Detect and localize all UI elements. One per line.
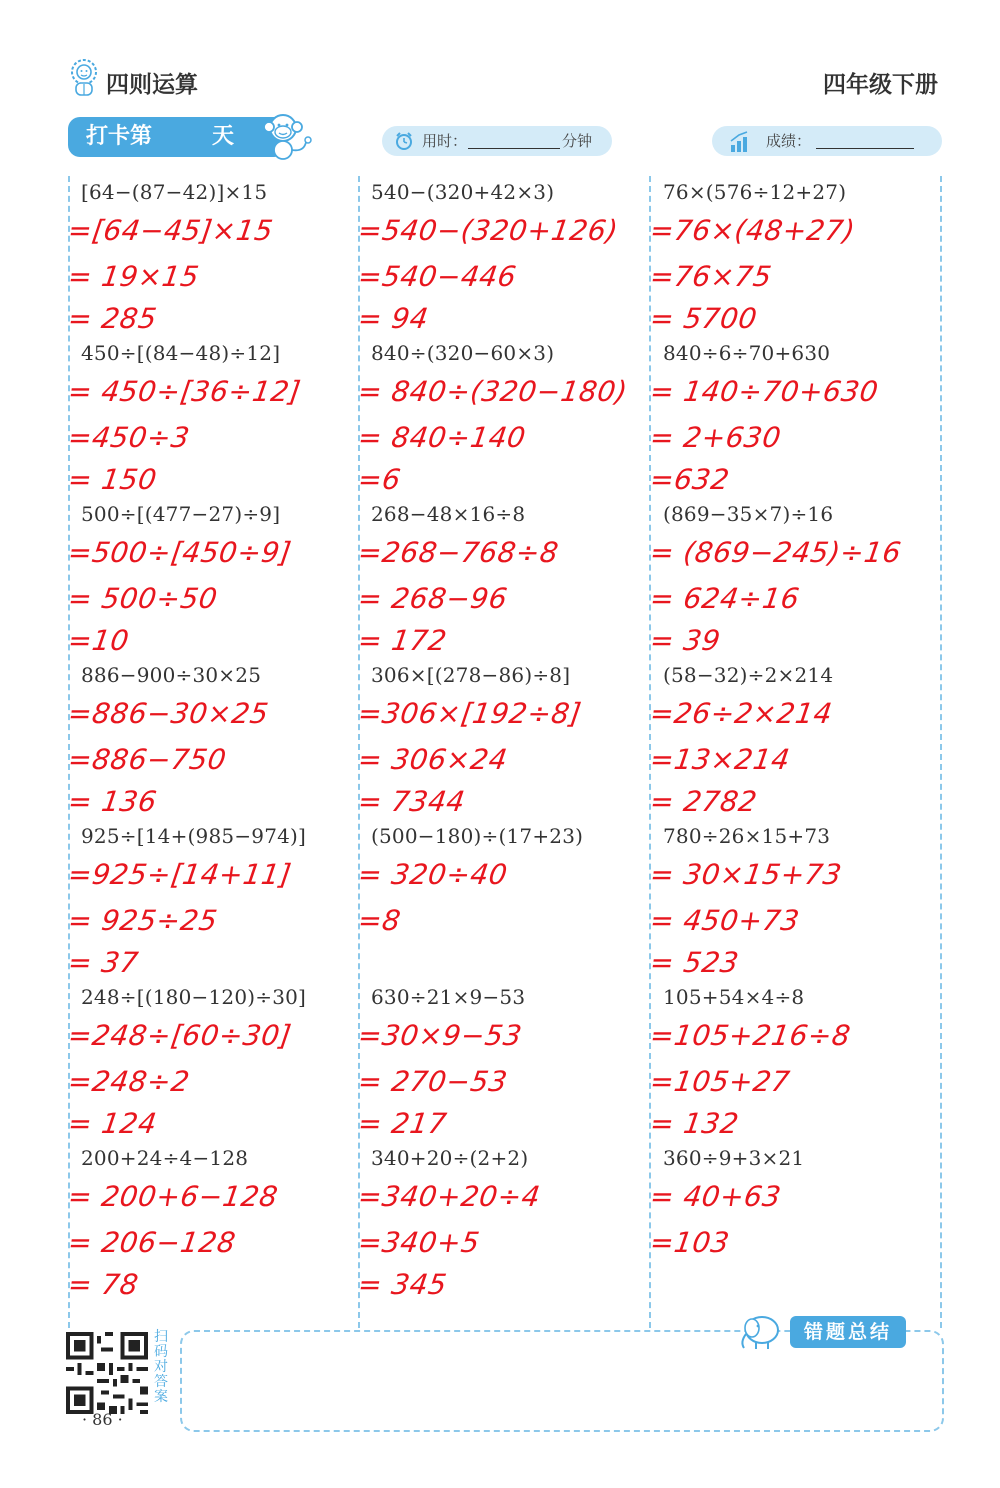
handwritten-step: =105+216÷8 xyxy=(648,1019,853,1052)
handwritten-step: = 285 xyxy=(66,302,159,335)
qr-caption: 扫码对答案 xyxy=(154,1329,168,1405)
problem-expression: 500÷[(477−27)÷9] xyxy=(81,502,281,526)
problem-expression: 450÷[(84−48)÷12] xyxy=(81,341,281,365)
lion-mascot-icon xyxy=(66,58,102,98)
handwritten-step: = (869−245)÷16 xyxy=(648,536,904,569)
problem-expression: 200+24÷4−128 xyxy=(81,1146,249,1170)
handwritten-step: = 306×24 xyxy=(356,743,510,776)
handwritten-step: = 132 xyxy=(648,1107,741,1140)
error-summary-label: 错题总结 xyxy=(790,1316,906,1348)
problem-expression: 306×[(278−86)÷8] xyxy=(371,663,571,687)
handwritten-step: =340+5 xyxy=(356,1226,482,1259)
handwritten-step: =450÷3 xyxy=(66,421,192,454)
checkin-banner xyxy=(68,117,280,157)
handwritten-step: = 172 xyxy=(356,624,449,657)
section-title: 四则运算 xyxy=(106,72,198,98)
problem-expression: 840÷(320−60×3) xyxy=(371,341,555,365)
monkey-mascot-icon xyxy=(256,110,314,162)
score-label: 成绩： xyxy=(766,132,812,150)
page-number: · 86 · xyxy=(82,1410,123,1429)
column-divider xyxy=(940,176,942,1328)
handwritten-step: = 217 xyxy=(356,1107,449,1140)
handwritten-step: =540−446 xyxy=(356,260,519,293)
handwritten-step: = 30×15+73 xyxy=(648,858,844,891)
handwritten-step: =268−768÷8 xyxy=(356,536,561,569)
problem-expression: 630÷21×9−53 xyxy=(371,985,526,1009)
handwritten-step: = 206−128 xyxy=(66,1226,238,1259)
problem-expression: 840÷6÷70+630 xyxy=(663,341,831,365)
handwritten-step: =500÷[450÷9] xyxy=(66,536,294,569)
handwritten-step: = 500÷50 xyxy=(66,582,220,615)
time-field[interactable] xyxy=(382,126,612,156)
handwritten-step: =26÷2×214 xyxy=(648,697,835,730)
checkin-prefix: 打卡第 xyxy=(86,124,153,149)
handwritten-step: =[64−45]×15 xyxy=(66,214,276,247)
handwritten-step: = 200+6−128 xyxy=(66,1180,281,1213)
handwritten-step: =632 xyxy=(648,463,732,496)
problem-expression: 780÷26×15+73 xyxy=(663,824,831,848)
handwritten-step: = 37 xyxy=(66,946,141,979)
handwritten-step: =8 xyxy=(356,904,403,937)
problem-expression: 248÷[(180−120)÷30] xyxy=(81,985,307,1009)
handwritten-step: = 124 xyxy=(66,1107,159,1140)
handwritten-step: =340+20÷4 xyxy=(356,1180,543,1213)
problem-expression: [64−(87−42)]×15 xyxy=(81,180,268,204)
handwritten-step: =105+27 xyxy=(648,1065,793,1098)
score-blank[interactable] xyxy=(816,148,914,149)
elephant-mascot-icon xyxy=(734,1308,790,1352)
handwritten-step: =76×75 xyxy=(648,260,774,293)
handwritten-step: =925÷[14+11] xyxy=(66,858,294,891)
handwritten-step: =30×9−53 xyxy=(356,1019,525,1052)
alarm-clock-icon xyxy=(394,131,414,151)
handwritten-step: =76×(48+27) xyxy=(648,214,858,247)
time-blank[interactable] xyxy=(468,148,560,149)
handwritten-step: = 925÷25 xyxy=(66,904,220,937)
problem-expression: 886−900÷30×25 xyxy=(81,663,262,687)
handwritten-step: =6 xyxy=(356,463,403,496)
problem-expression: (869−35×7)÷16 xyxy=(663,502,834,526)
handwritten-step: =306×[192÷8] xyxy=(356,697,584,730)
problem-expression: 540−(320+42×3) xyxy=(371,180,555,204)
checkin-suffix: 天 xyxy=(212,124,235,149)
handwritten-step: = 94 xyxy=(356,302,431,335)
score-field[interactable] xyxy=(712,126,942,156)
handwritten-step: =248÷2 xyxy=(66,1065,192,1098)
handwritten-step: = 320÷40 xyxy=(356,858,510,891)
handwritten-step: =248÷[60÷30] xyxy=(66,1019,294,1052)
handwritten-step: = 345 xyxy=(356,1268,449,1301)
handwritten-step: = 2+630 xyxy=(648,421,784,454)
handwritten-step: =103 xyxy=(648,1226,732,1259)
grade-label: 四年级下册 xyxy=(823,72,938,98)
time-unit: 分钟 xyxy=(562,132,593,150)
handwritten-step: = 270−53 xyxy=(356,1065,510,1098)
problem-expression: 360÷9+3×21 xyxy=(663,1146,805,1170)
problem-expression: 268−48×16÷8 xyxy=(371,502,526,526)
handwritten-step: = 840÷(320−180) xyxy=(356,375,630,408)
handwritten-step: = 450+73 xyxy=(648,904,802,937)
handwritten-step: =886−750 xyxy=(66,743,229,776)
handwritten-step: = 140÷70+630 xyxy=(648,375,881,408)
problem-expression: (58−32)÷2×214 xyxy=(663,663,834,687)
handwritten-step: =886−30×25 xyxy=(66,697,271,730)
bar-chart-icon xyxy=(728,129,752,153)
handwritten-step: = 624÷16 xyxy=(648,582,802,615)
handwritten-step: = 840÷140 xyxy=(356,421,528,454)
problem-expression: 925÷[14+(985−974)] xyxy=(81,824,307,848)
handwritten-step: = 268−96 xyxy=(356,582,510,615)
qr-code[interactable] xyxy=(66,1332,148,1414)
handwritten-step: =540−(320+126) xyxy=(356,214,621,247)
handwritten-step: = 450÷[36÷12] xyxy=(66,375,303,408)
problem-expression: 76×(576÷12+27) xyxy=(663,180,847,204)
handwritten-step: = 5700 xyxy=(648,302,760,335)
handwritten-step: =13×214 xyxy=(648,743,793,776)
handwritten-step: = 523 xyxy=(648,946,741,979)
handwritten-step: = 39 xyxy=(648,624,723,657)
problem-expression: (500−180)÷(17+23) xyxy=(371,824,584,848)
handwritten-step: =10 xyxy=(66,624,132,657)
handwritten-step: = 150 xyxy=(66,463,159,496)
handwritten-step: = 40+63 xyxy=(648,1180,784,1213)
handwritten-step: = 2782 xyxy=(648,785,760,818)
handwritten-step: = 19×15 xyxy=(66,260,202,293)
handwritten-step: = 136 xyxy=(66,785,159,818)
handwritten-step: = 78 xyxy=(66,1268,141,1301)
problem-expression: 340+20÷(2+2) xyxy=(371,1146,529,1170)
problem-expression: 105+54×4÷8 xyxy=(663,985,805,1009)
time-label: 用时： xyxy=(422,132,468,150)
handwritten-step: = 7344 xyxy=(356,785,468,818)
